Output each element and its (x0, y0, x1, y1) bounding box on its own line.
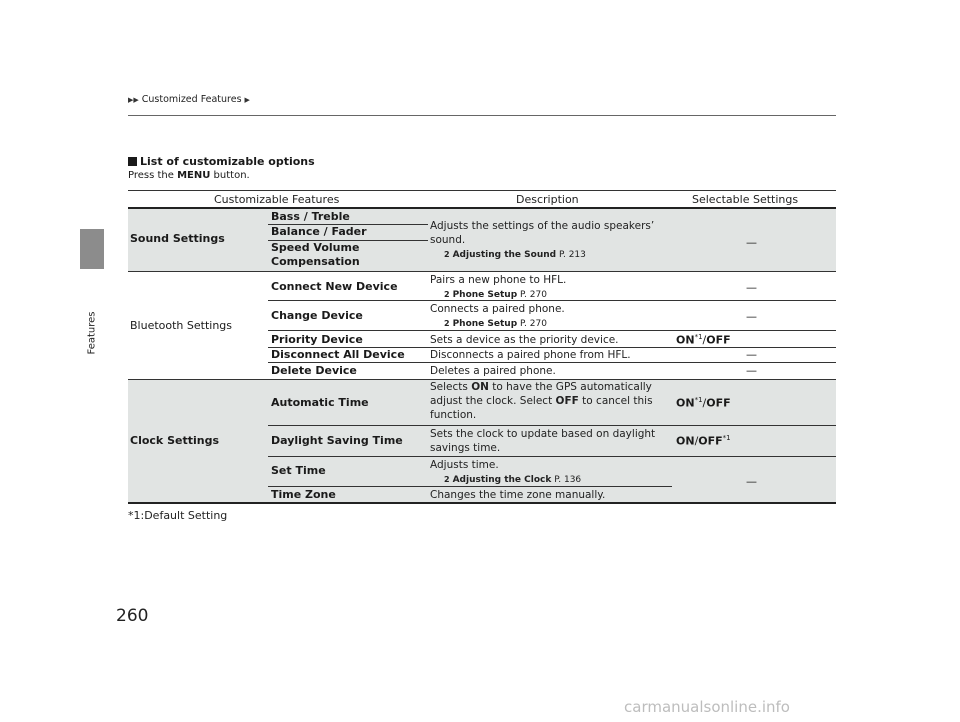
header-rule (128, 115, 836, 116)
table-row-description: Adjusts the settings of the audio speakers’ sound. 2 Adjusting the Sound P. 213 (430, 220, 655, 260)
reference-arrow-icon: 2 (444, 290, 450, 299)
table-row-description: Disconnects a paired phone from HFL. (430, 349, 631, 361)
breadcrumb-arrow-icon: ▶▶ (128, 95, 139, 104)
table-row-setting: — (746, 310, 757, 323)
table-row-feature: Delete Device (271, 364, 357, 377)
table-bottom-rule (128, 502, 836, 504)
watermark: carmanualsonline.info (624, 698, 790, 716)
column-header-description: Description (516, 193, 579, 206)
reference-arrow-icon: 2 (444, 250, 450, 259)
chapter-tab-marker (80, 229, 104, 269)
table-group-label: Clock Settings (130, 434, 219, 447)
table-row-feature: Balance / Fader (271, 225, 367, 238)
table-row-setting: — (746, 281, 757, 294)
table-row-description: Sets a device as the priority device. (430, 334, 619, 346)
section-title: List of customizable options (128, 155, 315, 168)
table-top-rule (128, 190, 836, 191)
table-row-feature: Change Device (271, 309, 363, 322)
table-row-feature: Speed Volume Compensation (271, 241, 360, 268)
table-row-feature: Daylight Saving Time (271, 434, 403, 447)
table-row-description: Connects a paired phone. 2 Phone Setup P. 270 (430, 303, 565, 329)
table-row-description: Adjusts time. 2 Adjusting the Clock P. 136 (430, 459, 582, 485)
table-row-description: Sets the clock to update based on daylight savings time. (430, 428, 656, 454)
table-row-description: Pairs a new phone to HFL. 2 Phone Setup P. 270 (430, 274, 567, 300)
table-group-label: Bluetooth Settings (130, 319, 233, 332)
column-header-settings: Selectable Settings (692, 193, 799, 206)
table-row-setting: ON$^{*1}$/OFF (676, 396, 731, 410)
cross-reference[interactable]: 2 Adjusting the Clock P. 136 (444, 475, 582, 485)
table-row-feature: Priority Device (271, 333, 363, 346)
cross-reference[interactable]: 2 Phone Setup P. 270 (444, 319, 547, 329)
row-divider (268, 362, 836, 363)
table-row-description: Changes the time zone manually. (430, 489, 606, 501)
footnote: *1:Default Setting (128, 509, 228, 522)
table-group-label: Sound Settings (130, 232, 225, 245)
page-number: 260 (116, 606, 149, 626)
table-row-setting: ON$^{*1}$/OFF (676, 333, 731, 347)
table-row-description: Selects ON to have the GPS automatically adjust the clock. Select OFF to cancel this function. (430, 381, 653, 421)
table-row-setting: — (746, 348, 757, 361)
breadcrumb-item[interactable]: Customized Features (141, 94, 242, 105)
row-divider (268, 456, 836, 457)
section-square-icon (128, 157, 137, 166)
breadcrumb-arrow-icon: ▶ (244, 95, 250, 104)
table-row-setting: — (746, 475, 757, 488)
row-divider (268, 300, 836, 301)
row-divider (268, 330, 836, 331)
table-row-feature: Time Zone (271, 488, 336, 501)
table-row-setting: ON/OFF$^{*1}$ (676, 434, 731, 448)
chapter-side-label: Features (86, 311, 98, 355)
row-divider (268, 425, 836, 426)
table-row-description: Deletes a paired phone. (430, 365, 556, 377)
table-row-setting: — (746, 236, 757, 249)
reference-arrow-icon: 2 (444, 319, 450, 328)
reference-arrow-icon: 2 (444, 475, 450, 484)
table-row-setting: — (746, 364, 757, 377)
table-row-feature: Disconnect All Device (271, 348, 405, 361)
cross-reference[interactable]: 2 Phone Setup P. 270 (444, 290, 547, 300)
table-row-feature: Bass / Treble (271, 210, 350, 223)
table-row-feature: Set Time (271, 464, 326, 477)
column-header-features: Customizable Features (214, 193, 340, 206)
table-row-feature: Automatic Time (271, 396, 369, 409)
cross-reference[interactable]: 2 Adjusting the Sound P. 213 (444, 250, 586, 260)
section-instruction: Press the MENU button. (128, 170, 250, 181)
row-divider (268, 486, 672, 487)
breadcrumb (128, 94, 250, 105)
group-divider (128, 271, 836, 272)
table-row-feature: Connect New Device (271, 280, 398, 293)
